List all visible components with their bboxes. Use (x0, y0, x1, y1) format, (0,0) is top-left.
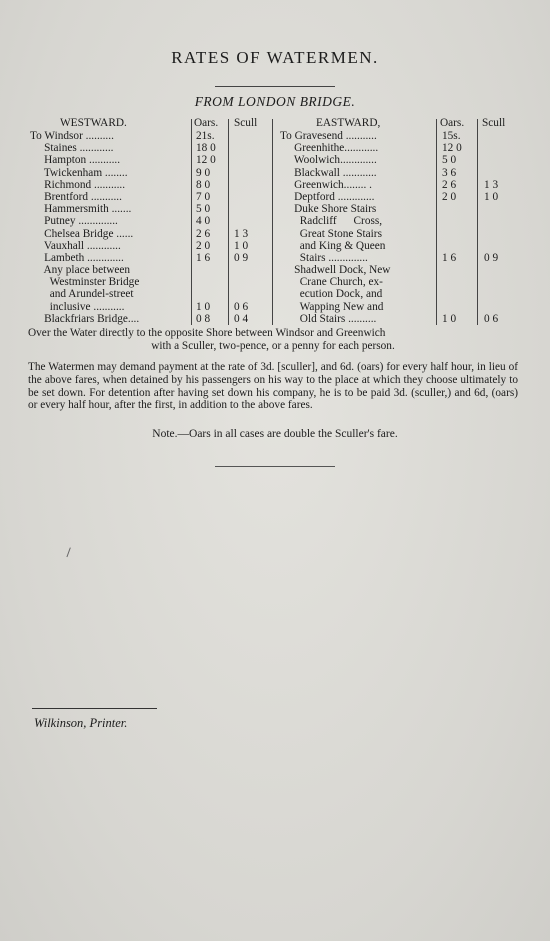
westward-row (30, 130, 274, 142)
eastward-place-cell: To Gravesend ........... (280, 130, 377, 142)
westward-place-cell: inclusive ........... (30, 300, 125, 313)
eastward-place-cell: ecution Dock, and (280, 288, 383, 301)
printer-rule (32, 708, 157, 709)
eastward-row (280, 154, 516, 166)
westward-row (30, 288, 274, 300)
stray-mark (66, 547, 74, 558)
printer-imprint: Wilkinson, Printer. (34, 716, 128, 730)
westward-scull-cell: 0 4 (234, 312, 249, 325)
oars-note: Note.—Oars in all cases are double the Sculler's fare. (152, 428, 398, 440)
eastward-scull-cell: 0 6 (484, 312, 499, 325)
westward-oars-cell: 1 6 (196, 251, 211, 264)
eastward-place-cell: Wapping New and (280, 300, 384, 313)
eastward-row (280, 142, 516, 154)
westward-row (30, 179, 274, 191)
eastward-oars-cell: 1 6 (442, 251, 457, 264)
westward-row (30, 215, 274, 227)
westward-row (30, 240, 274, 252)
eastward-scull-cell: 0 9 (484, 251, 499, 264)
eastward-oars-cell: 2 6 (442, 178, 457, 191)
section-rule (215, 466, 335, 467)
westward-place-cell: Twickenham ........ (30, 166, 128, 179)
westward-row (30, 228, 274, 240)
eastward-row (280, 167, 516, 179)
eastward-header: EASTWARD, (316, 117, 381, 129)
westward-place-cell: Putney .............. (30, 215, 118, 228)
westward-row (30, 264, 274, 276)
opposite-shore-line-2: with a Sculler, two-pence, or a penny for each person. (151, 339, 395, 352)
westward-oars-cell: 4 0 (196, 215, 211, 228)
westward-row (30, 301, 274, 313)
westward-row (30, 276, 274, 288)
westward-place-cell: Brentford ........... (30, 190, 122, 203)
westward-row (30, 154, 274, 166)
westward-oars-cell: 21s. (196, 130, 215, 142)
eastward-place-cell: Blackwall ............ (280, 166, 377, 179)
westward-header: WESTWARD. (60, 117, 127, 129)
westward-place-cell: Westminster Bridge (30, 276, 140, 289)
eastward-row (280, 179, 516, 191)
eastward-place-cell: Great Stone Stairs (280, 227, 382, 240)
eastward-row (280, 264, 516, 276)
westward-oars-cell: 2 6 (196, 227, 211, 240)
eastward-oars-cell: 1 0 (442, 312, 457, 325)
westward-place-cell: Any place between (30, 264, 131, 277)
westward-oars-cell: 1 0 (196, 300, 211, 313)
westward-row (30, 203, 274, 215)
westward-place-cell: Blackfriars Bridge.... (30, 312, 140, 325)
eastward-row (280, 276, 516, 288)
westward-oars-cell: 18 0 (196, 142, 216, 155)
eastward-place-cell: Radcliff Cross, (280, 215, 383, 228)
eastward-place-cell: Deptford ............. (280, 190, 375, 203)
westward-scull-cell: 0 9 (234, 251, 249, 264)
westward-table (30, 115, 274, 325)
eastward-place-cell: Stairs .............. (280, 251, 368, 264)
westward-oars-cell: 12 0 (196, 154, 216, 167)
eastward-oars-header: Oars. (440, 117, 465, 129)
eastward-oars-cell: 12 0 (442, 142, 462, 155)
title-rule (215, 86, 335, 87)
eastward-row (280, 215, 516, 227)
eastward-place-cell: Crane Church, ex- (280, 276, 383, 289)
westward-place-cell: Lambeth ............. (30, 251, 124, 264)
eastward-table (280, 115, 516, 325)
westward-place-cell: Hammersmith ....... (30, 203, 132, 216)
eastward-row (280, 301, 516, 313)
westward-place-cell: Staines ............ (30, 142, 114, 155)
page-subtitle: FROM LONDON BRIDGE. (194, 94, 356, 109)
westward-place-cell: and Arundel-street (30, 288, 134, 301)
eastward-row (280, 203, 516, 215)
westward-scull-header: Scull (234, 117, 258, 129)
westward-scull-cell: 1 3 (234, 227, 249, 240)
westward-row (30, 142, 274, 154)
westward-row (30, 313, 274, 325)
westward-oars-cell: 9 0 (196, 166, 211, 179)
westward-header-row (30, 115, 274, 130)
westward-oars-cell: 2 0 (196, 239, 211, 252)
eastward-oars-cell: 2 0 (442, 190, 457, 203)
westward-row (30, 167, 274, 179)
eastward-row (280, 228, 516, 240)
eastward-scull-cell: 1 0 (484, 190, 499, 203)
eastward-header-row (280, 115, 516, 130)
eastward-row (280, 130, 516, 142)
westward-oars-cell: 5 0 (196, 203, 211, 216)
westward-place-cell: Hampton ........... (30, 154, 121, 167)
westward-oars-cell: 8 0 (196, 178, 211, 191)
opposite-shore-line-1: Over the Water directly to the opposite Shore between Windsor and Greenwich (28, 327, 386, 339)
eastward-place-cell: Duke Shore Stairs (280, 203, 377, 216)
eastward-place-cell: Greenhithe............ (280, 142, 379, 155)
eastward-row (280, 288, 516, 300)
eastward-row (280, 191, 516, 203)
eastward-scull-cell: 1 3 (484, 178, 499, 191)
page-title: RATES OF WATERMEN. (171, 48, 379, 67)
westward-oars-cell: 0 8 (196, 312, 211, 325)
eastward-row (280, 252, 516, 264)
opposite-shore-paragraph (28, 327, 518, 353)
eastward-scull-header: Scull (482, 117, 506, 129)
westward-place-cell: To Windsor .......... (30, 130, 114, 142)
westward-place-cell: Chelsea Bridge ...... (30, 227, 134, 240)
westward-place-cell: Vauxhall ............ (30, 239, 121, 252)
eastward-place-cell: Woolwich............. (280, 154, 377, 167)
westward-rows (30, 130, 274, 325)
eastward-rows (280, 130, 516, 325)
eastward-oars-cell: 5 0 (442, 154, 457, 167)
westward-oars-cell: 7 0 (196, 190, 211, 203)
eastward-oars-cell: 15s. (442, 130, 461, 142)
eastward-row (280, 313, 516, 325)
westward-scull-cell: 0 6 (234, 300, 249, 313)
westward-row (30, 252, 274, 264)
eastward-place-cell: and King & Queen (280, 239, 386, 252)
waiting-rates-paragraph: The Watermen may demand payment at the rate of 3d. [sculler], and 6d. (oars) for every half hour, in lieu of the above fares, when detained by his passengers on his way to the place at which they choose ultimately to be set down. For detention after having set down his company, he is to be paid 3d. (sculler,) and 6d, (oars) or every half hour, after the first, in addition to the above fares. (28, 361, 518, 412)
eastward-place-cell: Shadwell Dock, New (280, 264, 391, 277)
westward-oars-header: Oars. (194, 117, 219, 129)
westward-place-cell: Richmond ........... (30, 178, 126, 191)
westward-row (30, 191, 274, 203)
eastward-row (280, 240, 516, 252)
eastward-oars-cell: 3 6 (442, 166, 457, 179)
westward-scull-cell: 1 0 (234, 239, 249, 252)
eastward-place-cell: Old Stairs .......... (280, 312, 377, 325)
eastward-place-cell: Greenwich........ . (280, 178, 372, 191)
